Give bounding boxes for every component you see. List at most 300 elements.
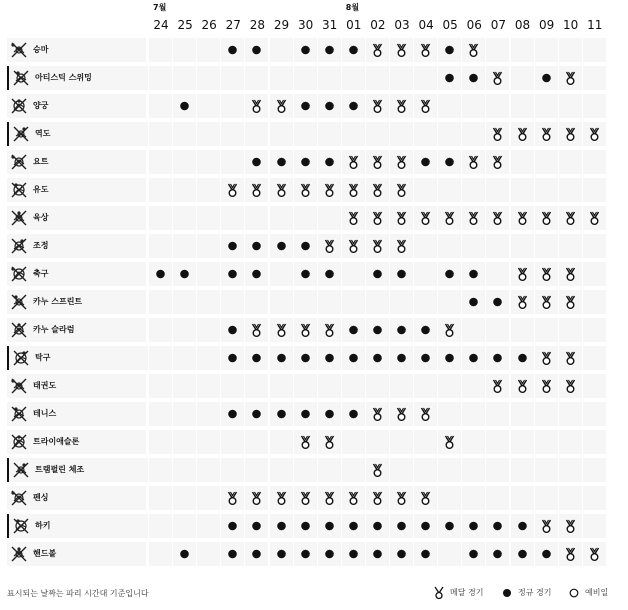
schedule-cell [197, 318, 220, 342]
filled-dot-icon [318, 94, 341, 118]
medal-event-marker [462, 206, 485, 230]
schedule-cell [318, 290, 341, 314]
schedule-cell [462, 94, 485, 118]
fencing-icon [9, 488, 29, 508]
sport-name: 펜싱 [33, 493, 49, 502]
schedule-cell [197, 458, 220, 482]
medal-icon [511, 122, 534, 146]
regular-event-marker [270, 150, 293, 174]
schedule-cell [245, 430, 268, 454]
filled-dot-icon [245, 402, 268, 426]
schedule-cell [342, 374, 365, 398]
schedule-cell [486, 94, 509, 118]
regular-event-marker [342, 514, 365, 538]
schedule-cell [294, 290, 317, 314]
regular-event-marker [221, 38, 244, 62]
schedule-cell [559, 318, 582, 342]
schedule-cell [221, 430, 244, 454]
sport-name: 카누 스프린트 [33, 297, 83, 306]
filled-dot-icon [245, 262, 268, 286]
sport-name: 태권도 [33, 381, 57, 390]
regular-event-marker [318, 346, 341, 370]
sport-name: 트램펄린 체조 [35, 465, 85, 474]
medal-event-marker [318, 486, 341, 510]
medal-icon [342, 206, 365, 230]
sport-row [7, 290, 607, 316]
medal-icon [221, 178, 244, 202]
filled-dot-icon [221, 262, 244, 286]
medal-event-marker [390, 206, 413, 230]
regular-event-marker [511, 542, 534, 566]
medal-event-marker [366, 150, 389, 174]
schedule-cell [270, 262, 293, 286]
filled-dot-icon [414, 318, 437, 342]
schedule-cell [197, 206, 220, 230]
filled-dot-icon [511, 346, 534, 370]
schedule-cell [559, 430, 582, 454]
medal-event-marker [318, 234, 341, 258]
medal-icon [535, 290, 558, 314]
regular-event-marker [535, 66, 558, 90]
medal-icon [559, 262, 582, 286]
medal-icon [245, 318, 268, 342]
regular-event-marker [342, 542, 365, 566]
medal-event-marker [414, 206, 437, 230]
filled-dot-icon [221, 234, 244, 258]
schedule-cell [438, 122, 461, 146]
medal-event-marker [390, 150, 413, 174]
sport-label-cell [7, 374, 146, 398]
filled-dot-icon [486, 514, 509, 538]
sport-name: 조정 [33, 241, 49, 250]
sport-label-cell [7, 66, 148, 90]
schedule-cell [197, 94, 220, 118]
medal-icon [486, 206, 509, 230]
regular-event-marker [366, 346, 389, 370]
filled-dot-icon [270, 402, 293, 426]
schedule-cell [197, 430, 220, 454]
filled-dot-icon [294, 234, 317, 258]
medal-icon [390, 38, 413, 62]
medal-event-marker [221, 486, 244, 510]
sport-label-cell [7, 262, 146, 286]
medal-icon [559, 290, 582, 314]
regular-event-marker [294, 402, 317, 426]
medal-event-marker [511, 262, 534, 286]
sport-name: 축구 [33, 269, 49, 278]
sport-name: 아티스틱 스위밍 [35, 73, 92, 82]
regular-event-marker [221, 262, 244, 286]
medal-icon [390, 234, 413, 258]
medal-icon [390, 150, 413, 174]
schedule-cell [270, 430, 293, 454]
medal-icon [390, 206, 413, 230]
weightlifting-icon [11, 124, 31, 144]
regular-event-marker [486, 290, 509, 314]
filled-dot-icon [462, 262, 485, 286]
filled-dot-icon [173, 262, 196, 286]
sport-row [7, 318, 607, 344]
medal-event-marker [535, 206, 558, 230]
sport-row [7, 38, 607, 64]
schedule-cell [511, 402, 534, 426]
medal-event-marker [414, 486, 437, 510]
filled-dot-icon [390, 346, 413, 370]
sport-name: 역도 [35, 129, 51, 138]
medal-event-marker [390, 486, 413, 510]
schedule-cell [366, 430, 389, 454]
sport-label-cell [7, 290, 146, 314]
schedule-cell [414, 290, 437, 314]
schedule-cell [486, 38, 509, 62]
sport-label-cell [7, 402, 146, 426]
filled-dot-icon [535, 542, 558, 566]
schedule-cell [149, 38, 172, 62]
schedule-cell [438, 94, 461, 118]
medal-event-marker [318, 178, 341, 202]
tennis-icon [9, 404, 29, 424]
schedule-cell [535, 234, 558, 258]
schedule-cell [583, 514, 606, 538]
schedule-cell [149, 178, 172, 202]
schedule-cell [270, 458, 293, 482]
schedule-cell [149, 374, 172, 398]
sport-row [7, 346, 607, 372]
medal-event-marker [342, 234, 365, 258]
schedule-cell [583, 178, 606, 202]
medal-event-marker [559, 262, 582, 286]
medal-icon [366, 94, 389, 118]
schedule-cell [221, 290, 244, 314]
schedule-cell [414, 178, 437, 202]
schedule-cell [221, 374, 244, 398]
schedule-cell [342, 122, 365, 146]
filled-dot-icon [221, 346, 244, 370]
sport-row [7, 206, 607, 232]
schedule-cell [535, 94, 558, 118]
regular-event-marker [438, 38, 461, 62]
medal-event-marker [583, 542, 606, 566]
regular-event-marker [173, 94, 196, 118]
schedule-cell [390, 458, 413, 482]
regular-event-marker [342, 38, 365, 62]
medal-event-marker [535, 262, 558, 286]
schedule-cell [197, 402, 220, 426]
schedule-cell [486, 262, 509, 286]
medal-icon [438, 318, 461, 342]
filled-dot-icon [535, 66, 558, 90]
schedule-cell [149, 430, 172, 454]
filled-dot-icon [414, 514, 437, 538]
sport-name: 육상 [33, 213, 49, 222]
medal-event-marker [245, 318, 268, 342]
taekwondo-icon [9, 376, 29, 396]
schedule-cell [559, 150, 582, 174]
sport-name: 양궁 [33, 101, 49, 110]
medal-icon [414, 38, 437, 62]
filled-dot-icon [486, 290, 509, 314]
medal-event-marker [366, 402, 389, 426]
schedule-cell [511, 150, 534, 174]
filled-dot-icon [511, 514, 534, 538]
filled-dot-icon [366, 318, 389, 342]
schedule-cell [535, 430, 558, 454]
filled-dot-icon [342, 402, 365, 426]
schedule-cell [390, 122, 413, 146]
medal-icon [535, 514, 558, 538]
medal-icon [559, 206, 582, 230]
filled-dot-icon [462, 542, 485, 566]
day-label: 01 [346, 18, 362, 32]
schedule-cell [318, 66, 341, 90]
sport-label-cell [7, 542, 146, 566]
filled-dot-icon [221, 38, 244, 62]
day-label: 08 [514, 18, 531, 32]
filled-dot-icon [342, 346, 365, 370]
medal-icon [342, 234, 365, 258]
filled-dot-icon [318, 38, 341, 62]
medal-icon [366, 234, 389, 258]
medal-event-marker [535, 514, 558, 538]
schedule-cell [511, 458, 534, 482]
schedule-cell [173, 318, 196, 342]
medal-event-marker [559, 206, 582, 230]
schedule-cell [221, 94, 244, 118]
medal-icon [245, 94, 268, 118]
medal-event-marker [318, 430, 341, 454]
schedule-cell [511, 178, 534, 202]
sport-label-cell [7, 94, 146, 118]
schedule-cell [197, 150, 220, 174]
medal-icon [486, 150, 509, 174]
day-label: 24 [153, 18, 169, 32]
sport-label-cell [7, 234, 146, 258]
schedule-cell [535, 38, 558, 62]
schedule-cell [318, 122, 341, 146]
regular-event-marker [294, 150, 317, 174]
day-label: 28 [249, 18, 266, 32]
month-label: 7월 [153, 3, 167, 12]
schedule-cell [245, 290, 268, 314]
medal-event-marker [486, 66, 509, 90]
regular-event-marker [414, 150, 437, 174]
regular-event-marker [535, 542, 558, 566]
regular-event-marker [318, 94, 341, 118]
medal-icon [221, 486, 244, 510]
filled-dot-icon [173, 94, 196, 118]
regular-event-marker [221, 542, 244, 566]
regular-event-marker [462, 542, 485, 566]
schedule-cell [583, 346, 606, 370]
schedule-cell [390, 374, 413, 398]
schedule-cell [149, 402, 172, 426]
regular-event-marker [511, 346, 534, 370]
schedule-cell [414, 122, 437, 146]
day-label: 25 [177, 18, 193, 32]
schedule-cell [149, 234, 172, 258]
regular-event-marker [245, 38, 268, 62]
sport-name: 탁구 [35, 353, 51, 362]
regular-event-marker [390, 262, 413, 286]
sport-row [7, 262, 607, 288]
day-label: 30 [297, 18, 314, 32]
sport-name: 핸드볼 [33, 549, 57, 558]
schedule-cell [270, 38, 293, 62]
medal-event-marker [366, 486, 389, 510]
regular-event-marker [294, 346, 317, 370]
schedule-cell [559, 402, 582, 426]
schedule-cell [486, 458, 509, 482]
schedule-cell [390, 430, 413, 454]
schedule-cell [270, 206, 293, 230]
medal-icon [414, 206, 437, 230]
medal-event-marker [342, 178, 365, 202]
regular-event-marker [342, 318, 365, 342]
medal-event-marker [342, 206, 365, 230]
medal-event-marker [486, 206, 509, 230]
schedule-cell [173, 346, 196, 370]
filled-dot-icon [149, 262, 172, 286]
schedule-cell [438, 290, 461, 314]
regular-event-marker [438, 150, 461, 174]
schedule-cell [583, 262, 606, 286]
schedule-cell [486, 402, 509, 426]
schedule-cell [318, 374, 341, 398]
schedule-cell [197, 178, 220, 202]
schedule-cell [462, 318, 485, 342]
schedule-cell [149, 514, 172, 538]
medal-event-marker [221, 178, 244, 202]
schedule-cell [559, 38, 582, 62]
medal-icon [559, 122, 582, 146]
schedule-cell [511, 234, 534, 258]
medal-icon [270, 486, 293, 510]
medal-icon [559, 66, 582, 90]
schedule-cell [270, 290, 293, 314]
medal-icon [366, 150, 389, 174]
regular-event-marker [366, 262, 389, 286]
medal-event-marker [245, 486, 268, 510]
medal-icon [390, 486, 413, 510]
medal-event-marker [486, 374, 509, 398]
filled-dot-icon [366, 346, 389, 370]
medal-icon [318, 430, 341, 454]
medal-event-marker [511, 374, 534, 398]
filled-dot-icon [318, 150, 341, 174]
triathlon-icon [9, 432, 29, 452]
sport-label-cell [7, 178, 146, 202]
day-label: 10 [563, 18, 579, 32]
medal-event-marker [438, 206, 461, 230]
schedule-cell [342, 290, 365, 314]
regular-event-marker [173, 542, 196, 566]
filled-dot-icon [414, 150, 437, 174]
medal-event-marker [438, 318, 461, 342]
schedule-cell [559, 234, 582, 258]
filled-dot-icon [270, 514, 293, 538]
schedule-cell [583, 38, 606, 62]
schedule-cell [197, 290, 220, 314]
schedule-cell [221, 458, 244, 482]
medal-icon [511, 290, 534, 314]
medal-icon [583, 122, 606, 146]
schedule-cell [221, 122, 244, 146]
schedule-cell [438, 178, 461, 202]
medal-event-marker [294, 430, 317, 454]
schedule-cell [511, 486, 534, 510]
schedule-cell [583, 318, 606, 342]
regular-event-marker [366, 542, 389, 566]
medal-event-marker [559, 122, 582, 146]
schedule-cell [583, 458, 606, 482]
filled-dot-icon [294, 150, 317, 174]
schedule-cell [149, 206, 172, 230]
schedule-cell [245, 122, 268, 146]
handball-icon [9, 544, 29, 564]
sailing-icon [9, 152, 29, 172]
filled-dot-icon [318, 402, 341, 426]
medal-icon [535, 262, 558, 286]
medal-icon [486, 122, 509, 146]
medal-event-marker [462, 150, 485, 174]
schedule-cell [294, 458, 317, 482]
filled-dot-icon [294, 262, 317, 286]
schedule-cell [342, 262, 365, 286]
medal-icon [366, 486, 389, 510]
medal-event-marker [270, 486, 293, 510]
schedule-cell [511, 66, 534, 90]
schedule-cell [245, 66, 268, 90]
medal-icon [270, 178, 293, 202]
regular-event-marker [270, 514, 293, 538]
regular-event-marker [294, 38, 317, 62]
medal-icon [511, 374, 534, 398]
medal-icon [366, 206, 389, 230]
schedule-cell [366, 374, 389, 398]
regular-event-marker [462, 262, 485, 286]
sport-name: 승마 [33, 45, 49, 54]
day-label: 11 [587, 18, 603, 32]
filled-dot-icon [438, 346, 461, 370]
schedule-cell [366, 122, 389, 146]
regular-event-marker [294, 234, 317, 258]
regular-event-marker [438, 514, 461, 538]
medal-event-marker [390, 178, 413, 202]
sport-row [7, 122, 607, 148]
filled-dot-icon [245, 514, 268, 538]
regular-event-marker [318, 542, 341, 566]
schedule-cell [414, 374, 437, 398]
medal-event-marker [366, 178, 389, 202]
schedule-cell [462, 458, 485, 482]
open-circle-icon [567, 586, 581, 600]
regular-event-marker [221, 318, 244, 342]
schedule-cell [366, 290, 389, 314]
schedule-cell [270, 374, 293, 398]
filled-dot-icon [342, 318, 365, 342]
medal-icon [559, 346, 582, 370]
schedule-cell [438, 486, 461, 510]
regular-event-marker [270, 346, 293, 370]
canoe-sprint-icon [9, 292, 29, 312]
sport-label-cell [7, 486, 146, 510]
medal-event-marker [414, 38, 437, 62]
schedule-cell [342, 430, 365, 454]
schedule-cell [318, 458, 341, 482]
filled-dot-icon [173, 542, 196, 566]
filled-dot-icon [221, 542, 244, 566]
filled-dot-icon [500, 586, 514, 600]
